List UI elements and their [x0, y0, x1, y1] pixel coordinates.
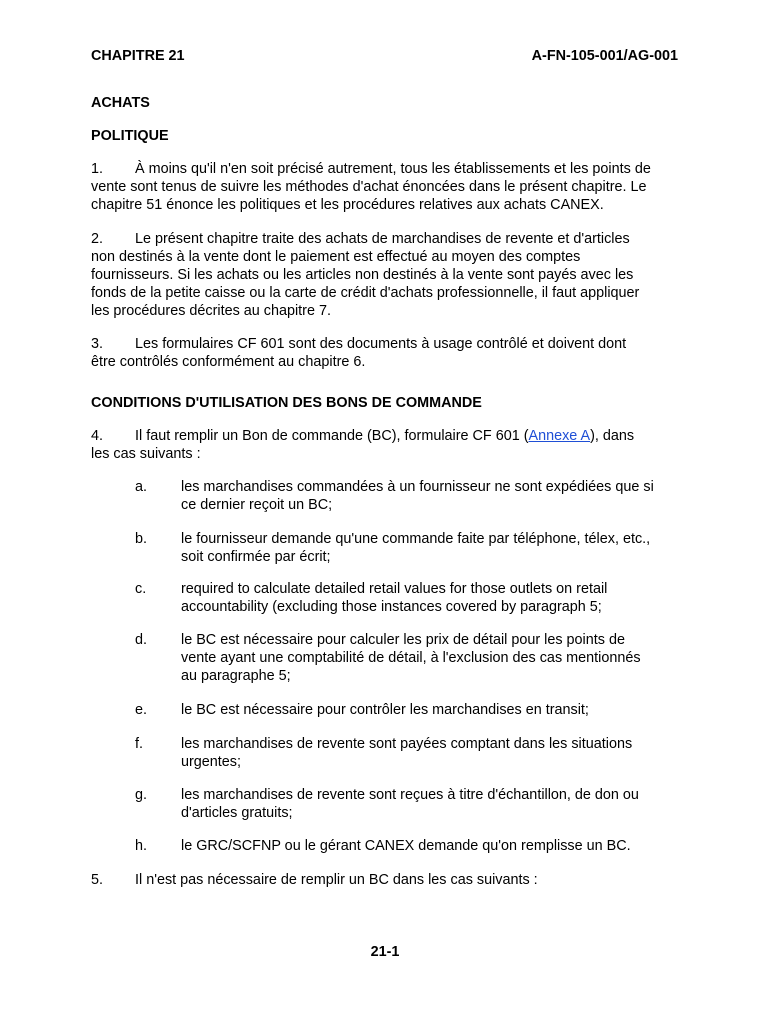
paragraph-line: non destinés à la vente dont le paiement est effectué au moyen des comptes	[91, 249, 581, 265]
list-letter: g.	[135, 787, 148, 803]
paragraph-line: fonds de la petite caisse ou la carte de crédit d'achats professionnelle, il faut appliquer	[91, 285, 640, 301]
list-letter: c.	[135, 581, 147, 597]
list-line: le fournisseur demande qu'une commande faite par téléphone, télex, etc.,	[181, 531, 651, 547]
list-line: les marchandises de revente sont reçues à titre d'échantillon, de don ou	[181, 787, 639, 803]
list-letter: e.	[135, 702, 148, 718]
paragraph-number: 2.	[91, 231, 104, 247]
paragraph-line: chapitre 51 énonce les politiques et les procédures relatives aux achats CANEX.	[91, 197, 604, 213]
paragraph-3	[91, 335, 686, 371]
list-line: le BC est nécessaire pour calculer les prix de détail pour les points de	[181, 632, 625, 648]
list-line: urgentes;	[181, 754, 242, 770]
list-line: le BC est nécessaire pour contrôler les marchandises en transit;	[181, 702, 589, 718]
list-line: soit confirmée par écrit;	[181, 549, 331, 565]
list-letter: d.	[135, 632, 148, 648]
paragraph-line: 5. Il n'est pas nécessaire de remplir un BC dans les cas suivants :	[91, 872, 538, 888]
list-line: au paragraphe 5;	[181, 668, 291, 684]
paragraph-line: fournisseurs. Si les achats ou les articles non destinés à la vente sont payés avec les	[91, 267, 634, 283]
page-header	[91, 47, 678, 65]
paragraph-4	[91, 427, 686, 463]
list-line: accountability (excluding those instances covered by paragraph 5;	[181, 599, 602, 615]
paragraph-1	[91, 160, 686, 214]
list-line: vente ayant une comptabilité de détail, à l'exclusion des cas mentionnés	[181, 650, 641, 666]
paragraph-line: être contrôlés conformément au chapitre 6.	[91, 354, 366, 370]
paragraph-line: 4. Il faut remplir un Bon de commande (BC), formulaire CF 601 (Annexe A), dans	[91, 428, 635, 444]
paragraph-line: 3. Les formulaires CF 601 sont des documents à usage contrôlé et doivent dont	[91, 336, 627, 352]
document-title: ACHATS	[91, 95, 150, 111]
list-line: les marchandises de revente sont payées comptant dans les situations	[181, 736, 633, 752]
paragraph-line: les procédures décrites au chapitre 7.	[91, 303, 331, 319]
list-line: ce dernier reçoit un BC;	[181, 497, 333, 513]
chapter-label: CHAPITRE 21	[91, 48, 185, 64]
section-heading-conditions: CONDITIONS D'UTILISATION DES BONS DE COMMANDE	[91, 395, 482, 411]
list-letter: b.	[135, 531, 148, 547]
paragraph-number: 1.	[91, 161, 104, 177]
list-letter: a.	[135, 479, 148, 495]
list-line: les marchandises commandées à un fournisseur ne sont expédiées que si	[181, 479, 654, 495]
annexe-a-link[interactable]: Annexe A	[528, 428, 591, 444]
paragraph-number: 3.	[91, 336, 104, 352]
paragraph-2	[91, 230, 686, 320]
section-heading-policy: POLITIQUE	[91, 128, 169, 144]
page-number: 21-1	[370, 944, 400, 960]
paragraph-line: 1. À moins qu'il n'en soit précisé autrement, tous les établissements et les points de	[91, 161, 651, 177]
paragraph-line: 2. Le présent chapitre traite des achats de marchandises de revente et d'articles	[91, 231, 630, 247]
paragraph-line: les cas suivants :	[91, 446, 201, 462]
paragraph-number: 5.	[91, 872, 104, 888]
paragraph-number: 4.	[91, 428, 104, 444]
list-line: d'articles gratuits;	[181, 805, 293, 821]
paragraph-line: vente sont tenus de suivre les méthodes d'achat énoncées dans le présent chapitre. Le	[91, 179, 647, 195]
paragraph-5	[91, 871, 686, 889]
list-line: le GRC/SCFNP ou le gérant CANEX demande qu'on remplisse un BC.	[181, 838, 631, 854]
list-letter: f.	[135, 736, 143, 752]
list-letter: h.	[135, 838, 148, 854]
document-code: A-FN-105-001/AG-001	[531, 48, 678, 64]
list-line: required to calculate detailed retail values for those outlets on retail	[181, 581, 608, 597]
